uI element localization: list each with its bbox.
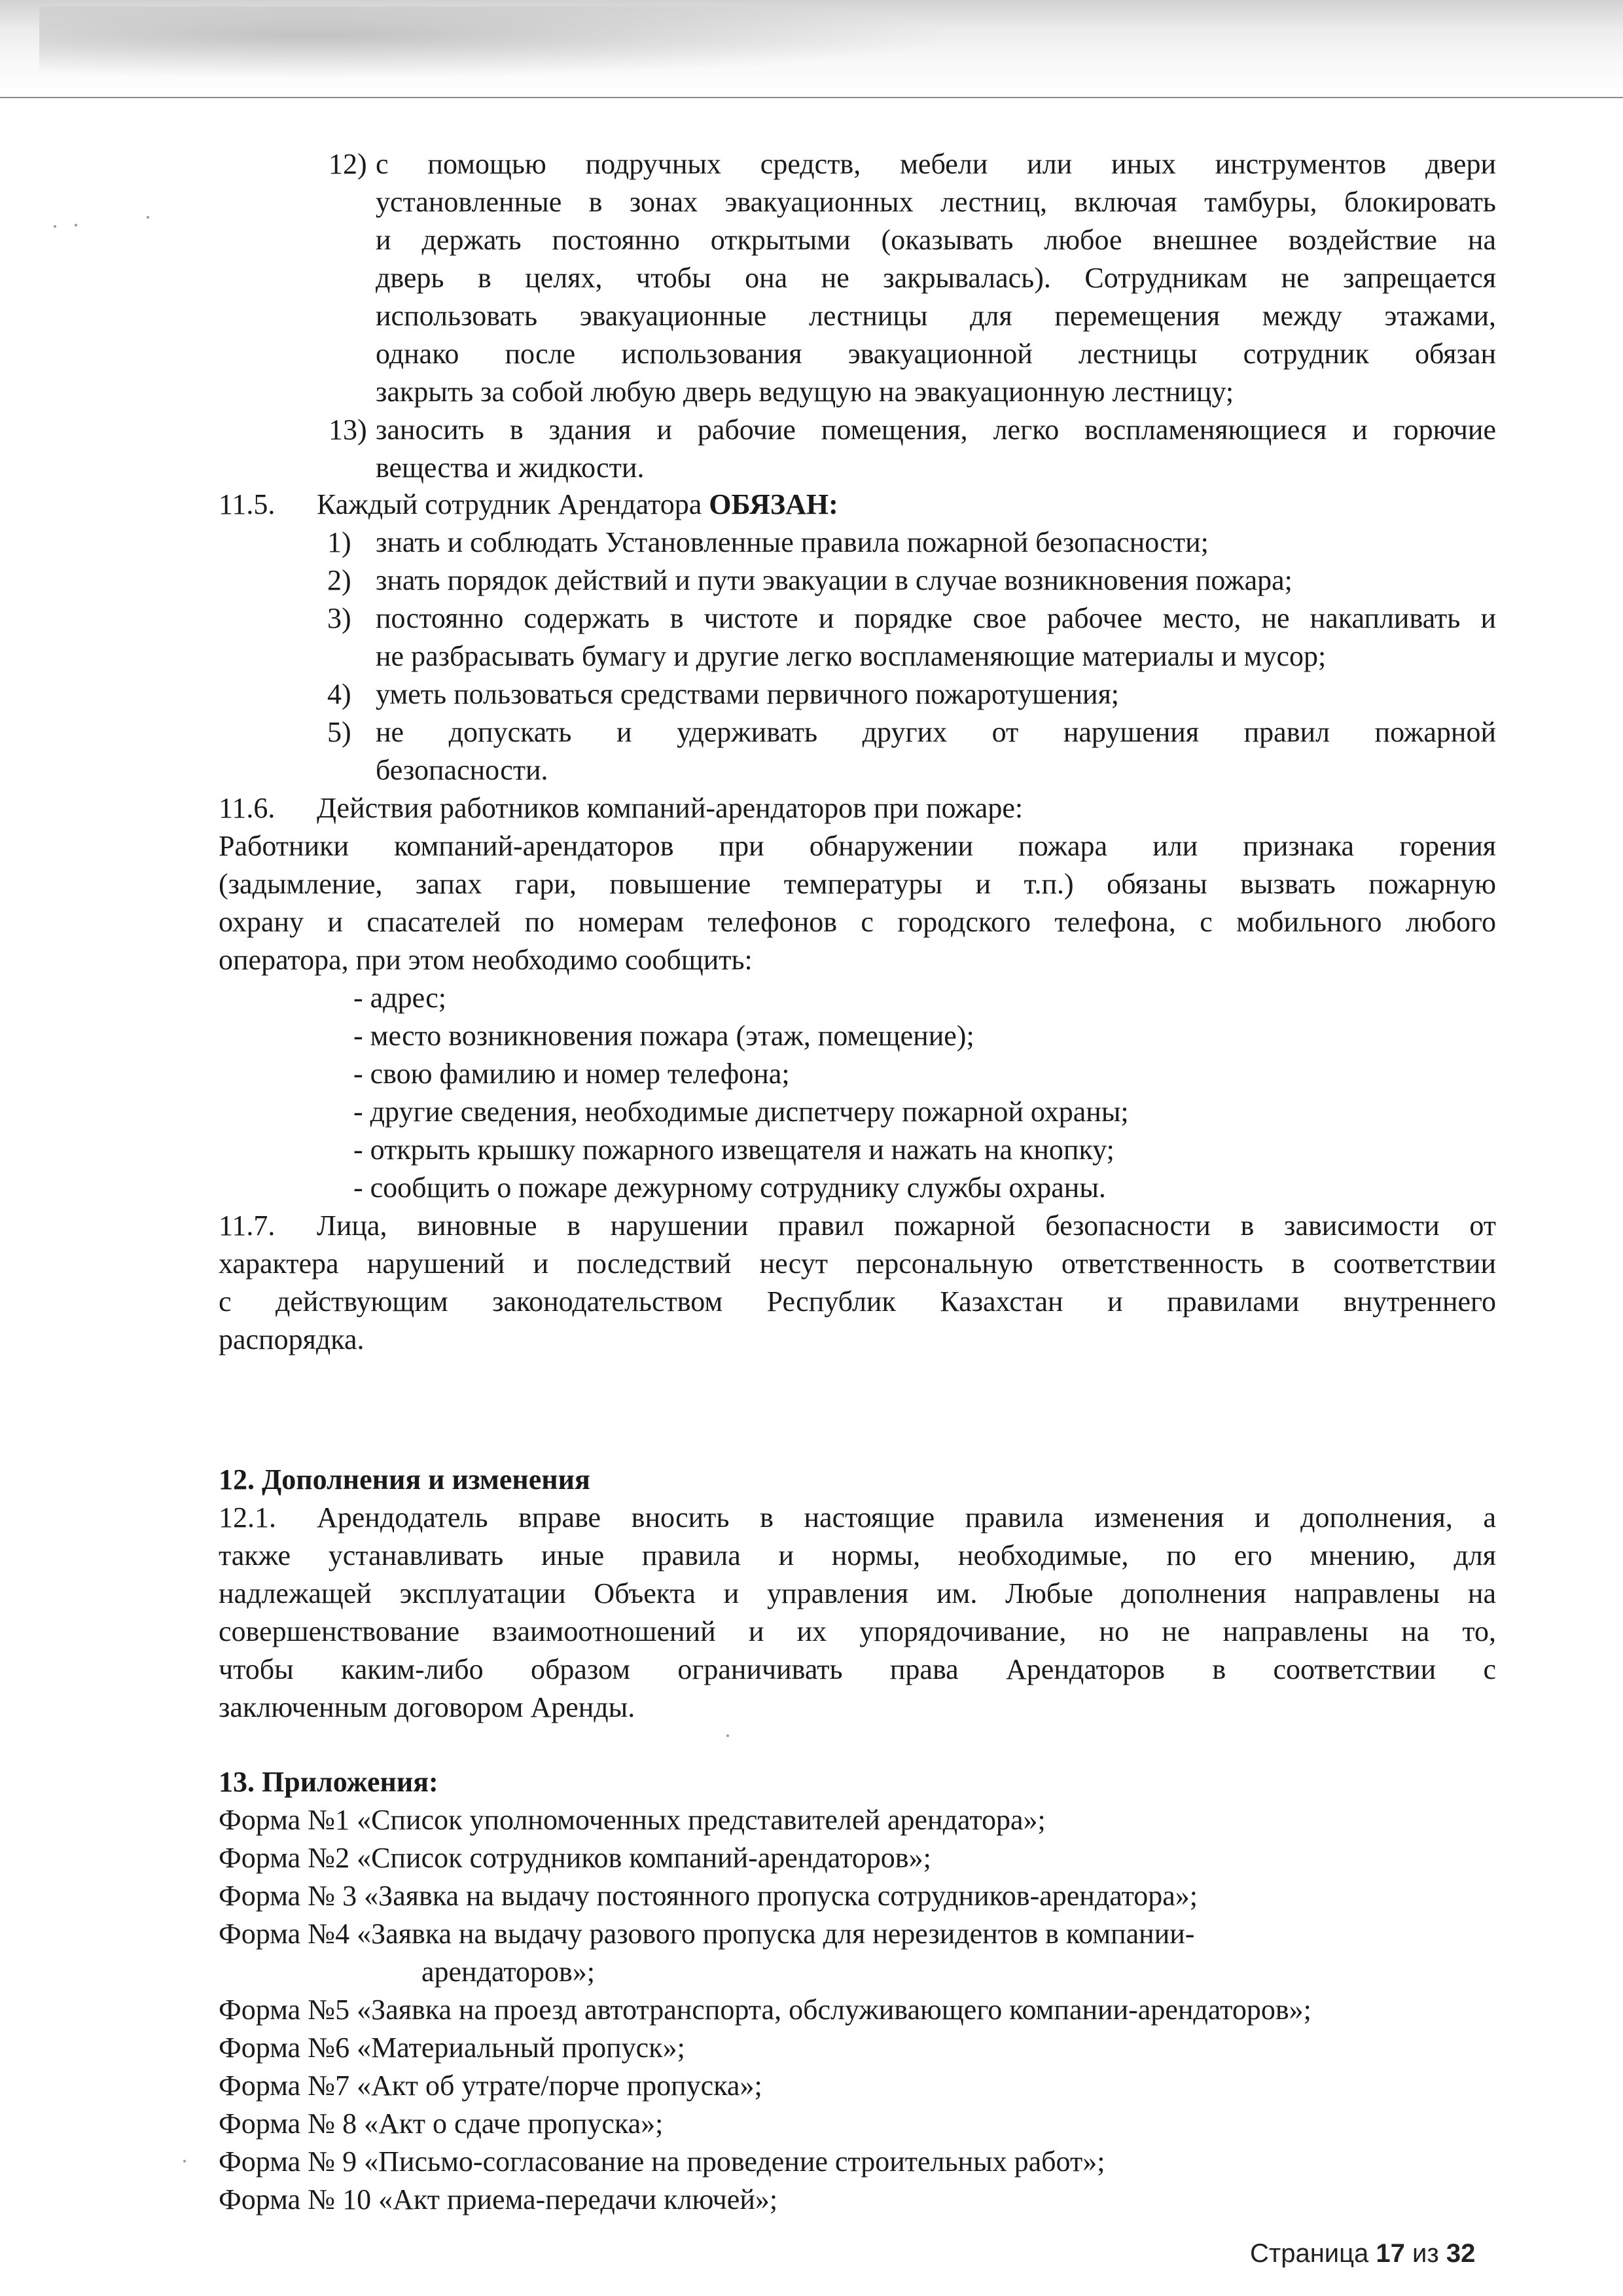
paragraph-line: также устанавливать иные правила и нормы, необходимые, по его мнению, для bbox=[219, 1539, 1496, 1571]
section-12-heading: 12. Дополнения и изменения bbox=[219, 1463, 590, 1496]
item-12-line: использовать эвакуационные лестницы для перемещения между этажами, bbox=[376, 300, 1496, 332]
scan-speck bbox=[147, 216, 149, 219]
form-list-item: Форма № 10 «Акт приема-передачи ключей»; bbox=[219, 2183, 778, 2215]
section-number: 11.5. bbox=[219, 488, 276, 520]
item-number: 2) bbox=[327, 564, 351, 596]
dash-item: - другие сведения, необходимые диспетчеру пожарной охраны; bbox=[353, 1096, 1129, 1128]
form-list-item: Форма №1 «Список уполномоченных представителей арендатора»; bbox=[219, 1804, 1046, 1836]
item-12-line: установленные в зонах эвакуационных лестниц, включая тамбуры, блокировать bbox=[376, 186, 1496, 218]
item-12-line: однако после использования эвакуационной лестницы сотрудник обязан bbox=[376, 338, 1496, 370]
paragraph-line: с действующим законодательством Республик Казахстан и правилами внутреннего bbox=[219, 1285, 1496, 1318]
page-number-footer: Страница 17 из 32 bbox=[1250, 2239, 1476, 2268]
form-list-item: Форма № 9 «Письмо-согласование на проведение строительных работ»; bbox=[219, 2145, 1105, 2178]
section-number: 11.7. bbox=[219, 1210, 276, 1242]
list-item: не допускать и удерживать других от нарушения правил пожарной bbox=[376, 716, 1496, 748]
item-number: 1) bbox=[327, 526, 351, 558]
form-list-item: Форма №4 «Заявка на выдачу разового пропуска для нерезидентов в компании- bbox=[219, 1918, 1195, 1950]
scan-speck bbox=[726, 1734, 729, 1737]
paragraph-line: Арендодатель вправе вносить в настоящие правила изменения и дополнения, а bbox=[317, 1501, 1496, 1534]
scan-speck bbox=[75, 224, 77, 226]
scan-shadow-blot bbox=[39, 7, 955, 79]
form-list-item: Форма № 8 «Акт о сдаче пропуска»; bbox=[219, 2108, 664, 2140]
dash-item: - место возникновения пожара (этаж, помещение); bbox=[353, 1020, 974, 1052]
form-list-item-cont: арендаторов»; bbox=[421, 1956, 596, 1988]
paragraph-line: чтобы каким-либо образом ограничивать права Арендаторов в соответствии с bbox=[219, 1653, 1496, 1685]
list-item: знать порядок действий и пути эвакуации в случае возникновения пожара; bbox=[376, 564, 1293, 596]
paragraph-line: распорядка. bbox=[219, 1323, 365, 1355]
dash-item: - адрес; bbox=[353, 982, 446, 1014]
item-12-line: с помощью подручных средств, мебели или иных инструментов двери bbox=[376, 148, 1496, 180]
section-13-heading: 13. Приложения: bbox=[219, 1766, 438, 1798]
scan-speck bbox=[54, 225, 56, 228]
form-list-item: Форма № 3 «Заявка на выдачу постоянного пропуска сотрудников-арендатора»; bbox=[219, 1880, 1198, 1912]
list-item: уметь пользоваться средствами первичного пожаротушения; bbox=[376, 678, 1120, 710]
dash-item: - сообщить о пожаре дежурному сотруднику службы охраны. bbox=[353, 1172, 1106, 1204]
item-12-line: закрыть за собой любую дверь ведущую на эвакуационную лестницу; bbox=[376, 376, 1234, 408]
section-number: 11.6. bbox=[219, 792, 276, 824]
form-list-item: Форма №7 «Акт об утрате/порче пропуска»; bbox=[219, 2070, 762, 2102]
list-item: безопасности. bbox=[376, 754, 548, 786]
paragraph-line: Работники компаний-арендаторов при обнаружении пожара или признака горения bbox=[219, 830, 1496, 862]
section-11-6-title: Действия работников компаний-арендаторов при пожаре: bbox=[317, 792, 1024, 824]
section-number: 12.1. bbox=[219, 1501, 276, 1534]
paragraph-line: охрану и спасателей по номерам телефонов с городского телефона, с мобильного любого bbox=[219, 906, 1496, 938]
paragraph-line: надлежащей эксплуатации Объекта и управления им. Любые дополнения направлены на bbox=[219, 1577, 1496, 1609]
paragraph-line: Лица, виновные в нарушении правил пожарной безопасности в зависимости от bbox=[317, 1210, 1496, 1242]
item-13-line: вещества и жидкости. bbox=[376, 452, 645, 484]
form-list-item: Форма №2 «Список сотрудников компаний-арендаторов»; bbox=[219, 1842, 931, 1874]
form-list-item: Форма №6 «Материальный пропуск»; bbox=[219, 2032, 685, 2064]
dash-item: - открыть крышку пожарного извещателя и нажать на кнопку; bbox=[353, 1134, 1115, 1166]
dash-item: - свою фамилию и номер телефона; bbox=[353, 1058, 790, 1090]
item-12-line: дверь в целях, чтобы она не закрывалась). Сотрудникам не запрещается bbox=[376, 262, 1496, 294]
scan-header-line bbox=[0, 97, 1623, 98]
scan-speck bbox=[183, 2160, 186, 2162]
paragraph-line: совершенствование взаимоотношений и их упорядочивание, но не направлены на то, bbox=[219, 1615, 1496, 1647]
list-item: не разбрасывать бумагу и другие легко воспламеняющие материалы и мусор; bbox=[376, 640, 1327, 672]
item-number: 13) bbox=[329, 414, 367, 446]
paragraph-line: характера нарушений и последствий несут персональную ответственность в соответствии bbox=[219, 1247, 1496, 1280]
list-item: постоянно содержать в чистоте и порядке свое рабочее место, не накапливать и bbox=[376, 602, 1496, 634]
item-number: 5) bbox=[327, 716, 351, 748]
item-number: 12) bbox=[329, 148, 367, 180]
section-11-5-title: Каждый сотрудник Арендатора ОБЯЗАН: bbox=[317, 488, 838, 520]
item-12-line: и держать постоянно открытыми (оказывать любое внешнее воздействие на bbox=[376, 224, 1496, 256]
paragraph-line: заключенным договором Аренды. bbox=[219, 1691, 635, 1723]
item-number: 4) bbox=[327, 678, 351, 710]
paragraph-line: оператора, при этом необходимо сообщить: bbox=[219, 944, 753, 976]
paragraph-line: (задымление, запах гари, повышение температуры и т.п.) обязаны вызвать пожарную bbox=[219, 868, 1496, 900]
item-number: 3) bbox=[327, 602, 351, 634]
form-list-item: Форма №5 «Заявка на проезд автотранспорта, обслуживающего компании-арендаторов»; bbox=[219, 1994, 1311, 2026]
item-13-line: заносить в здания и рабочие помещения, легко воспламеняющиеся и горючие bbox=[376, 414, 1496, 446]
list-item: знать и соблюдать Установленные правила пожарной безопасности; bbox=[376, 526, 1209, 558]
